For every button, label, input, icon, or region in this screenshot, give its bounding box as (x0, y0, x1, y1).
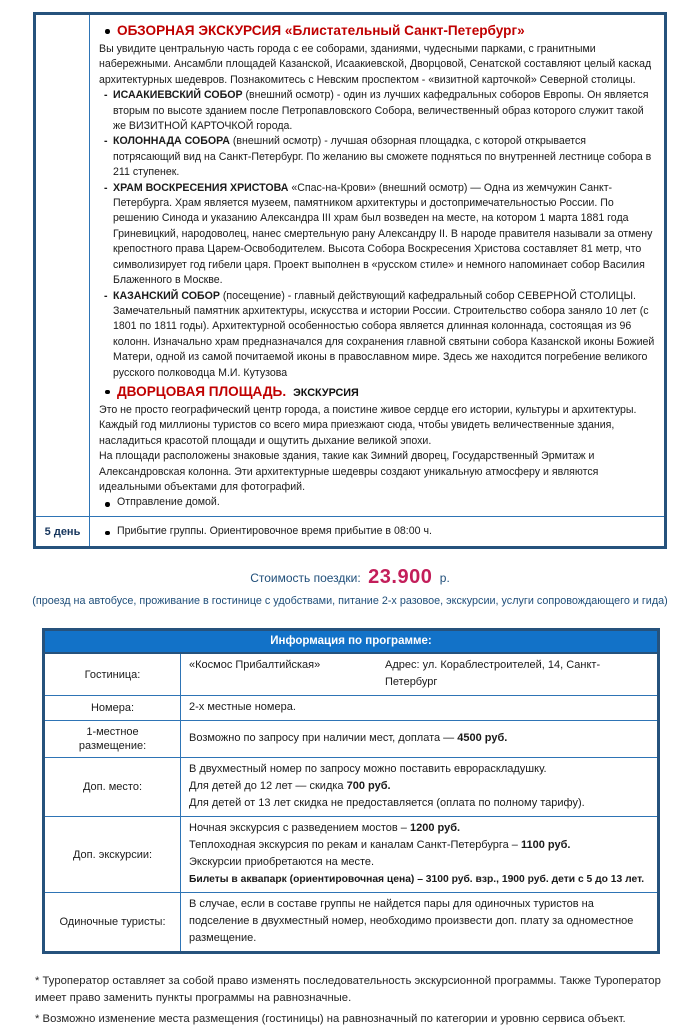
hotel-address: Адрес: ул. Кораблестроителей, 14, Санкт-Петербург (385, 659, 601, 689)
extra-tours-cell (181, 817, 657, 892)
price-currency: р. (439, 571, 450, 586)
itinerary-table (33, 12, 667, 549)
single-tourists-cell (181, 893, 657, 951)
extra-bed-discount: 700 руб. (346, 780, 391, 793)
single-room-cell (181, 721, 657, 757)
sight-item-isaakievsky (98, 88, 655, 134)
extra-bed-cell (181, 758, 657, 816)
hotel-label: Гостиница: (45, 654, 181, 695)
single-tourists-label: Одиночные туристы: (45, 893, 181, 951)
extra-bed-line2 (189, 778, 649, 795)
hotel-cell (181, 654, 657, 695)
sight-item-kolonnada (98, 134, 655, 180)
day4-program-cell (90, 15, 664, 516)
excursion1-title: ОБЗОРНАЯ ЭКСКУРСИЯ «Блистательный Санкт-Петербург» (117, 23, 525, 38)
sight-item-kazansky (98, 289, 655, 381)
sight-item-spas-na-krovi (98, 181, 655, 289)
bullet-icon (105, 390, 110, 395)
sight-text: (внешний осмотр) - лучшая обзорная площадка, с которой открывается потрясающий вид на Санкт-Петербург. По желанию вы сможете подняться по внутренней лестнице собора в 211 ступенек. (113, 135, 652, 179)
single-room-text: Возможно по запросу при наличии мест, доплата — (189, 732, 458, 745)
price-includes: (проезд на автобусе, проживание в гостинице с удобствами, питание 2-х разовое, экскурсии, услуги сопровождающего и гида) (32, 595, 668, 608)
price-label: Стоимость поездки: (250, 571, 361, 586)
departure-line (98, 495, 655, 510)
footnotes (35, 973, 666, 1028)
itinerary-row-day5 (36, 516, 664, 546)
extra-bed-line2-text: Для детей до 12 лет — скидка (189, 780, 347, 793)
extra-tours-line2-text: Теплоходная экскурсия по рекам и каналам Санкт-Петербурга – (189, 839, 521, 852)
info-table-header: Информация по программе: (45, 631, 657, 654)
rooms-cell (181, 696, 657, 720)
excursion2-para2: На площади расположены знаковые здания, такие как Зимний дворец, Государственный Эрмитаж и Александровская колонна. Эти архитектурные шедевры создают уникальную атмосферу и являются идеальными объектами для фотографий. (99, 450, 599, 493)
excursion2-heading (98, 382, 655, 403)
footnote-1: * Туроператор оставляет за собой право изменять последовательность экскурсионной программы. Также Туроператор имеет право заменить пункты программы на равнозначные. (35, 975, 661, 1004)
single-tourists-text: В случае, если в составе группы не найдется пары для одиночных туристов на подселение в двухместный номер, необходимо произвести доп. плату за одноместное размещение. (189, 898, 634, 945)
bullet-icon (105, 531, 110, 536)
extra-tours-line1-text: Ночная экскурсия с разведением мостов – (189, 822, 410, 835)
bullet-icon (105, 29, 110, 34)
aquapark-tickets-line: Билеты в аквапарк (ориентировочная цена) – 3100 руб. взр., 1900 руб. дети с 5 до 13 лет. (189, 874, 645, 886)
sight-name: КОЛОННАДА СОБОРА (113, 135, 230, 148)
rooms-text: 2-х местные номера. (189, 701, 296, 714)
sight-name: ХРАМ ВОСКРЕСЕНИЯ ХРИСТОВА (113, 181, 289, 194)
extra-tours-line1-price: 1200 руб. (409, 822, 461, 835)
info-row-rooms (45, 695, 657, 720)
arrival-line (98, 524, 655, 539)
day5-label: 5 день (36, 517, 90, 546)
day-cell-empty (36, 15, 90, 516)
extra-bed-label: Доп. место: (45, 758, 181, 816)
info-row-extra-bed (45, 757, 657, 816)
bullet-icon (105, 502, 110, 507)
price-line (0, 566, 700, 589)
sight-name: КАЗАНСКИЙ СОБОР (113, 289, 220, 302)
arrival-text: Прибытие группы. Ориентировочное время прибытие в 08:00 ч. (117, 524, 432, 537)
info-row-single-room (45, 720, 657, 757)
sight-text: (посещение) - главный действующий кафедральный собор СЕВЕРНОЙ СТОЛИЦЫ. Замечательный памятник архитектуры, искусства и истории России. Строительство собора заняло 10 лет (с 1801 по 1811 годы). Архитектурной особенностью собора является длинная колоннада, состоящая из 96 колонн. Изначально храм предназначался для сохранения главной святыни собора Казанской иконы Божией Матери, одной из самой почитаемой иконы в православном мире. Здесь же находится погребение великого русского полководца М.И. Кутузова (113, 289, 655, 379)
extra-tours-line2 (189, 837, 649, 854)
sight-name: ИСААКИЕВСКИЙ СОБОР (113, 89, 243, 102)
day5-program-cell (90, 517, 664, 546)
excursion1-heading (98, 21, 655, 42)
extra-tours-line3: Экскурсии приобретаются на месте. (189, 856, 375, 869)
extra-tours-line2-price: 1100 руб. (520, 839, 571, 852)
info-row-extra-tours (45, 816, 657, 892)
extra-bed-line1: В двухместный номер по запросу можно поставить еврораскладушку. (189, 763, 547, 776)
extra-bed-line3: Для детей от 13 лет скидка не предоставляется (оплата по полному тарифу). (189, 797, 585, 810)
price-amount: 23.900 (368, 566, 433, 589)
departure-text: Отправление домой. (117, 496, 220, 509)
excursion1-intro: Вы увидите центральную часть города с ее соборами, зданиями, чудесными парками, с гранитными набережными. Ансамбли площадей Казанской, Исаакиевской, Дворцовой, Сенатской составляют целый каскад архитектурных шедевров. Познакомитесь с Невским проспектом - «визитной карточкой» Северной столицы. (99, 43, 652, 86)
single-room-price: 4500 руб. (457, 732, 508, 745)
info-row-single-tourists (45, 892, 657, 951)
rooms-label: Номера: (45, 696, 181, 720)
excursion2-title: ДВОРЦОВАЯ ПЛОЩАДЬ. (117, 383, 287, 399)
info-table (42, 628, 660, 954)
extra-tours-label: Доп. экскурсии: (45, 817, 181, 892)
single-room-label: 1-местное размещение: (45, 721, 181, 757)
itinerary-row-day4 (36, 15, 664, 516)
footnote-2: * Возможно изменение места размещения (гостиницы) на равнозначный по категории и уровню сервиса объект. (35, 1013, 626, 1026)
sight-text: (внешний осмотр) - один из лучших кафедральных соборов Европы. Он является вторым по высоте зданием после Петропавловского Собора, величественный образ которого служит такой же ВИЗИТНОЙ КАРТОЧКОЙ города. (113, 89, 649, 133)
sight-text: «Спас-на-Крови» (внешний осмотр) — Одна из жемчужин Санкт-Петербурга. Храм является музеем, памятником архитектуры и достопримечательностью России. По решению Синода и указанию Александра III храм был возведен на месте, на котором 1 марта 1881 года Гриневицкий, народоволец, нанес смертельную рану Александру II. В народе правителя называли за отмену крепостного права Царем-Освободителем. Высота Собора Воскресения Христова составляет 81 метр, что символизирует год гибели царя. Проект выполнен в «русском стиле» и немного напоминает собор Василия Блаженного в Москве. (113, 181, 653, 287)
extra-tours-line1 (189, 820, 649, 837)
hotel-name: «Космос Прибалтийская» (189, 659, 321, 672)
excursion2-para1: Это не просто географический центр города, а поистине живое сердце его истории, культуры и архитектуры. Каждый год миллионы туристов со всего мира приезжают сюда, чтобы увидеть величественные здания, насладиться красотой площади и ощутить дыхание великой эпохи. (99, 403, 637, 447)
info-row-hotel (45, 654, 657, 695)
excursion2-subtitle: ЭКСКУРСИЯ (293, 386, 359, 399)
